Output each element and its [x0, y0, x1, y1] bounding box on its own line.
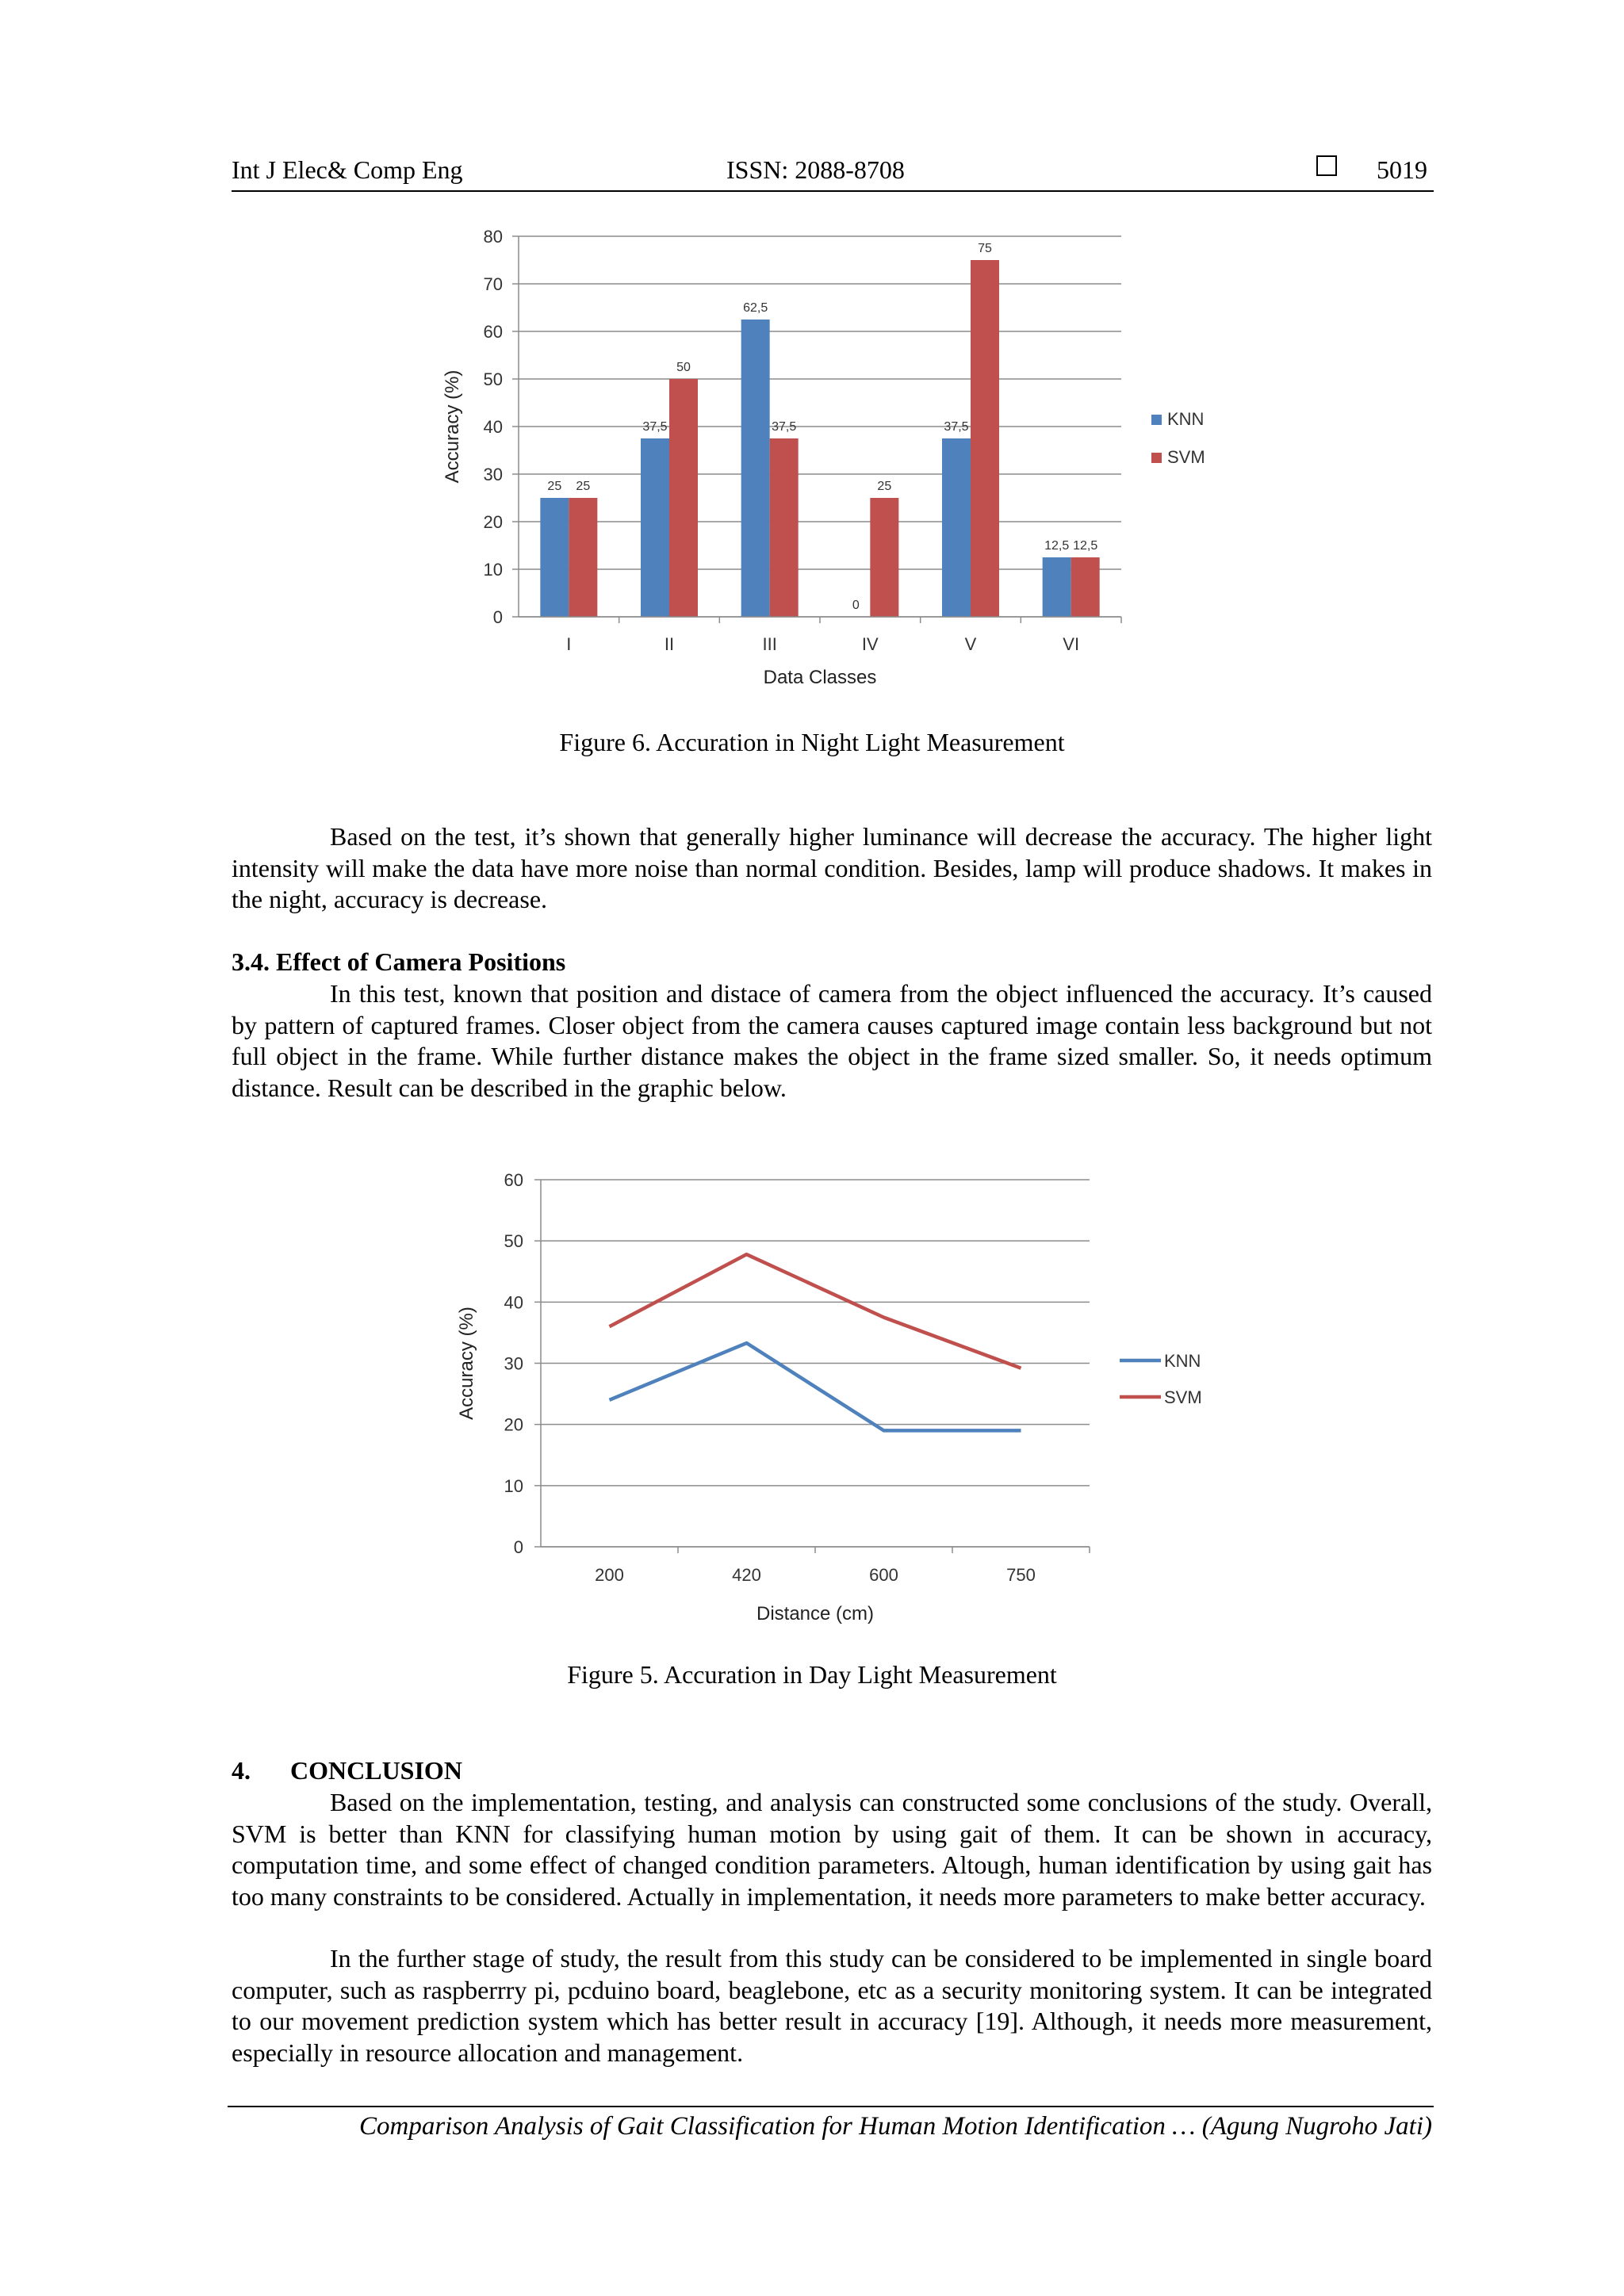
data-label: 25	[576, 480, 591, 493]
data-label: 50	[676, 361, 691, 374]
data-label: 25	[877, 480, 892, 493]
x-tick-label: 420	[732, 1565, 761, 1585]
x-tick-label: 200	[595, 1565, 624, 1585]
y-axis-title: Accuracy (%)	[456, 1307, 477, 1420]
data-label: 12,5	[1044, 539, 1070, 553]
y-tick-label: 80	[483, 227, 503, 247]
figure-6-bar-chart	[428, 214, 1237, 714]
y-tick-label: 20	[483, 512, 503, 532]
data-label: 37,5	[642, 420, 668, 434]
data-label: 62,5	[743, 301, 768, 315]
bar-knn	[540, 498, 569, 617]
y-tick-label: 0	[492, 607, 503, 627]
bar-svm	[1071, 557, 1100, 617]
conclusion-number: 4.	[232, 1756, 251, 1785]
journal-name: Int J Elec& Comp Eng	[232, 155, 463, 184]
x-tick-label: I	[566, 634, 572, 654]
x-tick-label: II	[664, 634, 675, 654]
legend-swatch-svm	[1151, 453, 1162, 463]
data-label: 0	[852, 599, 860, 612]
data-label: 37,5	[772, 420, 797, 434]
series-line-svm	[610, 1254, 1021, 1368]
bar-knn	[641, 438, 669, 617]
y-tick-label: 50	[483, 369, 503, 389]
bar-knn	[741, 320, 770, 617]
data-label: 12,5	[1073, 539, 1098, 553]
page-number: 5019	[1377, 155, 1427, 184]
x-axis-title: Data Classes	[763, 667, 877, 688]
y-tick-label: 60	[504, 1170, 523, 1190]
conclusion-paragraph-2: In the further stage of study, the result from this study can be considered to be implemented in single board computer, such as raspberrry pi, pcduino board, beaglebone, etc as a security monitoring system. It can be integrated to our movement prediction system which has better result in accuracy [19]. Although, it needs more measurement, especially in resource allocation and management.	[232, 1944, 1432, 2067]
legend-label-svm: SVM	[1167, 447, 1205, 467]
bar-svm	[569, 498, 597, 617]
x-tick-label: VI	[1063, 634, 1080, 654]
x-tick-label: IV	[861, 634, 879, 654]
bar-svm	[870, 498, 898, 617]
y-tick-label: 0	[513, 1537, 523, 1557]
section-3-4-heading: 3.4. Effect of Camera Positions	[232, 947, 566, 976]
figure-5-line-chart	[444, 1156, 1237, 1636]
bar-knn	[942, 438, 971, 617]
series-line-knn	[610, 1343, 1021, 1430]
x-tick-label: 600	[869, 1565, 898, 1585]
figure-6-caption: Figure 6. Accuration in Night Light Measurement	[559, 728, 1065, 756]
legend-label-knn: KNN	[1164, 1351, 1201, 1371]
x-tick-label: 750	[1006, 1565, 1036, 1585]
y-tick-label: 40	[504, 1292, 523, 1313]
bar-knn	[1043, 557, 1071, 617]
y-tick-label: 60	[483, 322, 503, 342]
conclusion-paragraph-1: Based on the implementation, testing, and analysis can constructed some conclusions of the study. Overall, SVM is better than KNN for classifying human motion by using gait of them. It can be shown in accuracy, computation time, and some effect of changed condition parameters. Altough, human identification by using gait has too many constraints to be considered. Actually in implementation, it needs more parameters to make better accuracy.	[232, 1788, 1432, 1911]
bar-svm	[669, 379, 698, 617]
issn: ISSN: 2088-8708	[726, 155, 905, 184]
y-tick-label: 50	[504, 1231, 523, 1252]
x-axis-title: Distance (cm)	[756, 1603, 875, 1624]
bar-svm	[971, 260, 999, 617]
data-label: 25	[547, 480, 562, 493]
bar-svm	[770, 438, 799, 617]
x-tick-label: V	[964, 634, 977, 654]
page-footer: Comparison Analysis of Gait Classification for Human Motion Identification … (Agung Nugroho Jati)	[359, 2112, 1432, 2141]
y-tick-label: 10	[504, 1475, 523, 1496]
body-paragraph-1: Based on the test, it’s shown that generally higher luminance will decrease the accuracy. The higher light intensity will make the data have more noise than normal condition. Besides, lamp will produce shadows. It makes in the night, accuracy is decrease.	[232, 822, 1432, 913]
legend-label-knn: KNN	[1167, 409, 1205, 429]
y-tick-label: 30	[483, 465, 503, 484]
x-tick-label: III	[762, 634, 777, 654]
footer-rule	[228, 2106, 1434, 2107]
y-tick-label: 30	[504, 1353, 523, 1374]
y-tick-label: 40	[483, 417, 503, 437]
data-label: 37,5	[944, 420, 969, 434]
y-tick-label: 20	[504, 1414, 523, 1435]
legend-label-svm: SVM	[1164, 1387, 1202, 1407]
page-header	[232, 155, 1434, 192]
conclusion-heading: CONCLUSION	[290, 1756, 462, 1785]
figure-5-caption: Figure 5. Accuration in Day Light Measurement	[567, 1660, 1057, 1689]
y-tick-label: 70	[483, 274, 503, 294]
y-axis-title: Accuracy (%)	[442, 369, 463, 484]
y-tick-label: 10	[483, 560, 503, 580]
data-label: 75	[978, 242, 992, 255]
section-3-4-text: In this test, known that position and distace of camera from the object influenced the accuracy. It’s caused by pattern of captured frames. Closer object from the camera causes captured image contain less background but not full object in the frame. While further distance makes the object in the frame sized smaller. So, it needs optimum distance. Result can be described in the graphic below.	[232, 979, 1432, 1102]
legend-swatch-knn	[1151, 415, 1162, 425]
